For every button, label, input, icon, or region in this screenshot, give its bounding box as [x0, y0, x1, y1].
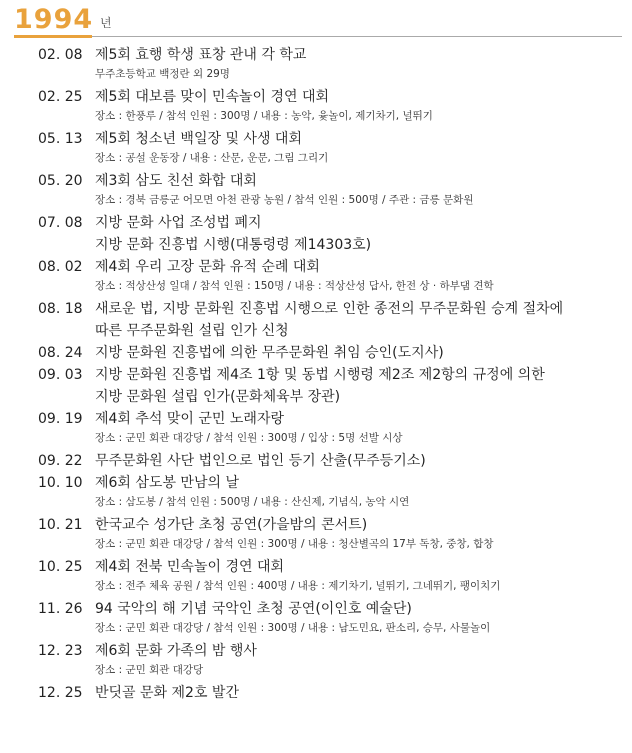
entry-date: 09. 19	[38, 411, 83, 427]
entry-date: 09. 03	[38, 367, 83, 383]
timeline-entry	[0, 86, 632, 128]
entry-title: 한국교수 성가단 초청 공연(가을밤의 콘서트)	[95, 517, 368, 533]
entry-date: 09. 22	[38, 453, 83, 469]
entry-title: 제6회 삼도봉 만남의 날	[95, 475, 239, 491]
entry-date: 08. 24	[38, 345, 83, 361]
entry-detail: 장소 : 삼도봉 / 참석 인원 : 500명 / 내용 : 산신제, 기념식, 농악 시연	[95, 496, 410, 508]
entry-detail: 장소 : 군민 회관 대강당	[95, 664, 204, 676]
entry-date: 08. 18	[38, 301, 83, 317]
entry-title: 지방 문화 사업 조성법 폐지	[95, 215, 262, 231]
timeline-entry	[0, 342, 632, 364]
entry-date: 10. 10	[38, 475, 83, 491]
entry-date: 02. 08	[38, 47, 83, 63]
timeline-entry	[0, 364, 632, 408]
entry-title: 제4회 우리 고장 문화 유적 순례 대회	[95, 259, 320, 275]
entry-detail: 장소 : 군민 회관 대강당 / 참석 인원 : 300명 / 내용 : 남도민요, 판소리, 승무, 사물놀이	[95, 622, 491, 634]
entry-date: 10. 25	[38, 559, 83, 575]
entry-date: 05. 13	[38, 131, 83, 147]
entry-title: 제4회 추석 맞이 군민 노래자랑	[95, 411, 284, 427]
entry-title: 제4회 전북 민속놀이 경연 대회	[95, 559, 284, 575]
entry-date: 08. 02	[38, 259, 83, 275]
entry-title: 94 국악의 해 기념 국악인 초청 공연(이인호 예술단)	[95, 601, 412, 617]
entry-detail: 장소 : 한풍루 / 참석 인원 : 300명 / 내용 : 농악, 윷놀이, 제기차기, 널뛰기	[95, 110, 433, 122]
header-divider-rule	[92, 36, 622, 37]
entry-date: 10. 21	[38, 517, 83, 533]
entry-title: 제3회 삼도 친선 화합 대회	[95, 173, 257, 189]
entry-title: 지방 문화원 진흥법에 의한 무주문화원 취임 승인(도지사)	[95, 345, 444, 361]
entry-detail: 장소 : 경북 금릉군 어모면 아천 관광 농원 / 참석 인원 : 500명 / 주관 : 금릉 문화원	[95, 194, 474, 206]
timeline-entry	[0, 514, 632, 556]
timeline-entry	[0, 556, 632, 598]
entry-title: 제6회 문화 가족의 밤 행사	[95, 643, 257, 659]
timeline-entry	[0, 640, 632, 682]
entry-detail: 무주초등학교 백정란 외 29명	[95, 68, 230, 80]
entry-date: 12. 25	[38, 685, 83, 701]
timeline-entry	[0, 598, 632, 640]
entry-title: 무주문화원 사단 법인으로 법인 등기 산출(무주등기소)	[95, 453, 426, 469]
timeline-entry	[0, 682, 632, 704]
entry-title: 반딧골 문화 제2호 발간	[95, 685, 239, 701]
timeline-entry	[0, 472, 632, 514]
entry-title: 제5회 대보름 맞이 민속놀이 경연 대회	[95, 89, 330, 105]
entry-title: 지방 문화원 설립 인가(문화체육부 장관)	[95, 389, 341, 405]
entry-title: 지방 문화 진흥법 시행(대통령령 제14303호)	[95, 237, 372, 253]
timeline-entry	[0, 44, 632, 86]
entry-title: 따른 무주문화원 설립 인가 신청	[95, 323, 289, 339]
entry-detail: 장소 : 군민 회관 대강당 / 참석 인원 : 300명 / 입상 : 5명 선발 시상	[95, 432, 403, 444]
timeline-list	[0, 44, 632, 704]
timeline-entry	[0, 212, 632, 256]
header-accent-rule	[14, 35, 92, 38]
timeline-entry	[0, 408, 632, 450]
entry-date: 02. 25	[38, 89, 83, 105]
timeline-entry	[0, 450, 632, 472]
timeline-entry	[0, 128, 632, 170]
entry-title: 제5회 청소년 백일장 및 사생 대회	[95, 131, 302, 147]
entry-title: 제5회 효행 학생 표창 관내 각 학교	[95, 47, 307, 63]
entry-date: 12. 23	[38, 643, 83, 659]
timeline-entry	[0, 298, 632, 342]
entry-title: 지방 문화원 진흥법 제4조 1항 및 동법 시행령 제2조 제2항의 규정에 의한	[95, 367, 545, 383]
entry-detail: 장소 : 공설 운동장 / 내용 : 산문, 운문, 그림 그리기	[95, 152, 329, 164]
year-header	[0, 0, 632, 40]
entry-title: 새로운 법, 지방 문화원 진흥법 시행으로 인한 종전의 무주문화원 승계 절차에	[95, 301, 564, 317]
entry-detail: 장소 : 군민 회관 대강당 / 참석 인원 : 300명 / 내용 : 청산별곡의 17부 독창, 중창, 합창	[95, 538, 494, 550]
timeline-entry	[0, 170, 632, 212]
entry-date: 07. 08	[38, 215, 83, 231]
timeline-entry	[0, 256, 632, 298]
entry-date: 05. 20	[38, 173, 83, 189]
year-title: 1994	[14, 4, 94, 35]
entry-detail: 장소 : 적상산성 일대 / 참석 인원 : 150명 / 내용 : 적상산성 답사, 한전 상 · 하부댐 견학	[95, 280, 494, 292]
entry-detail: 장소 : 전주 체육 공원 / 참석 인원 : 400명 / 내용 : 제기차기, 널뛰기, 그네뛰기, 팽이치기	[95, 580, 501, 592]
entry-date: 11. 26	[38, 601, 83, 617]
year-suffix: 년	[100, 16, 112, 30]
